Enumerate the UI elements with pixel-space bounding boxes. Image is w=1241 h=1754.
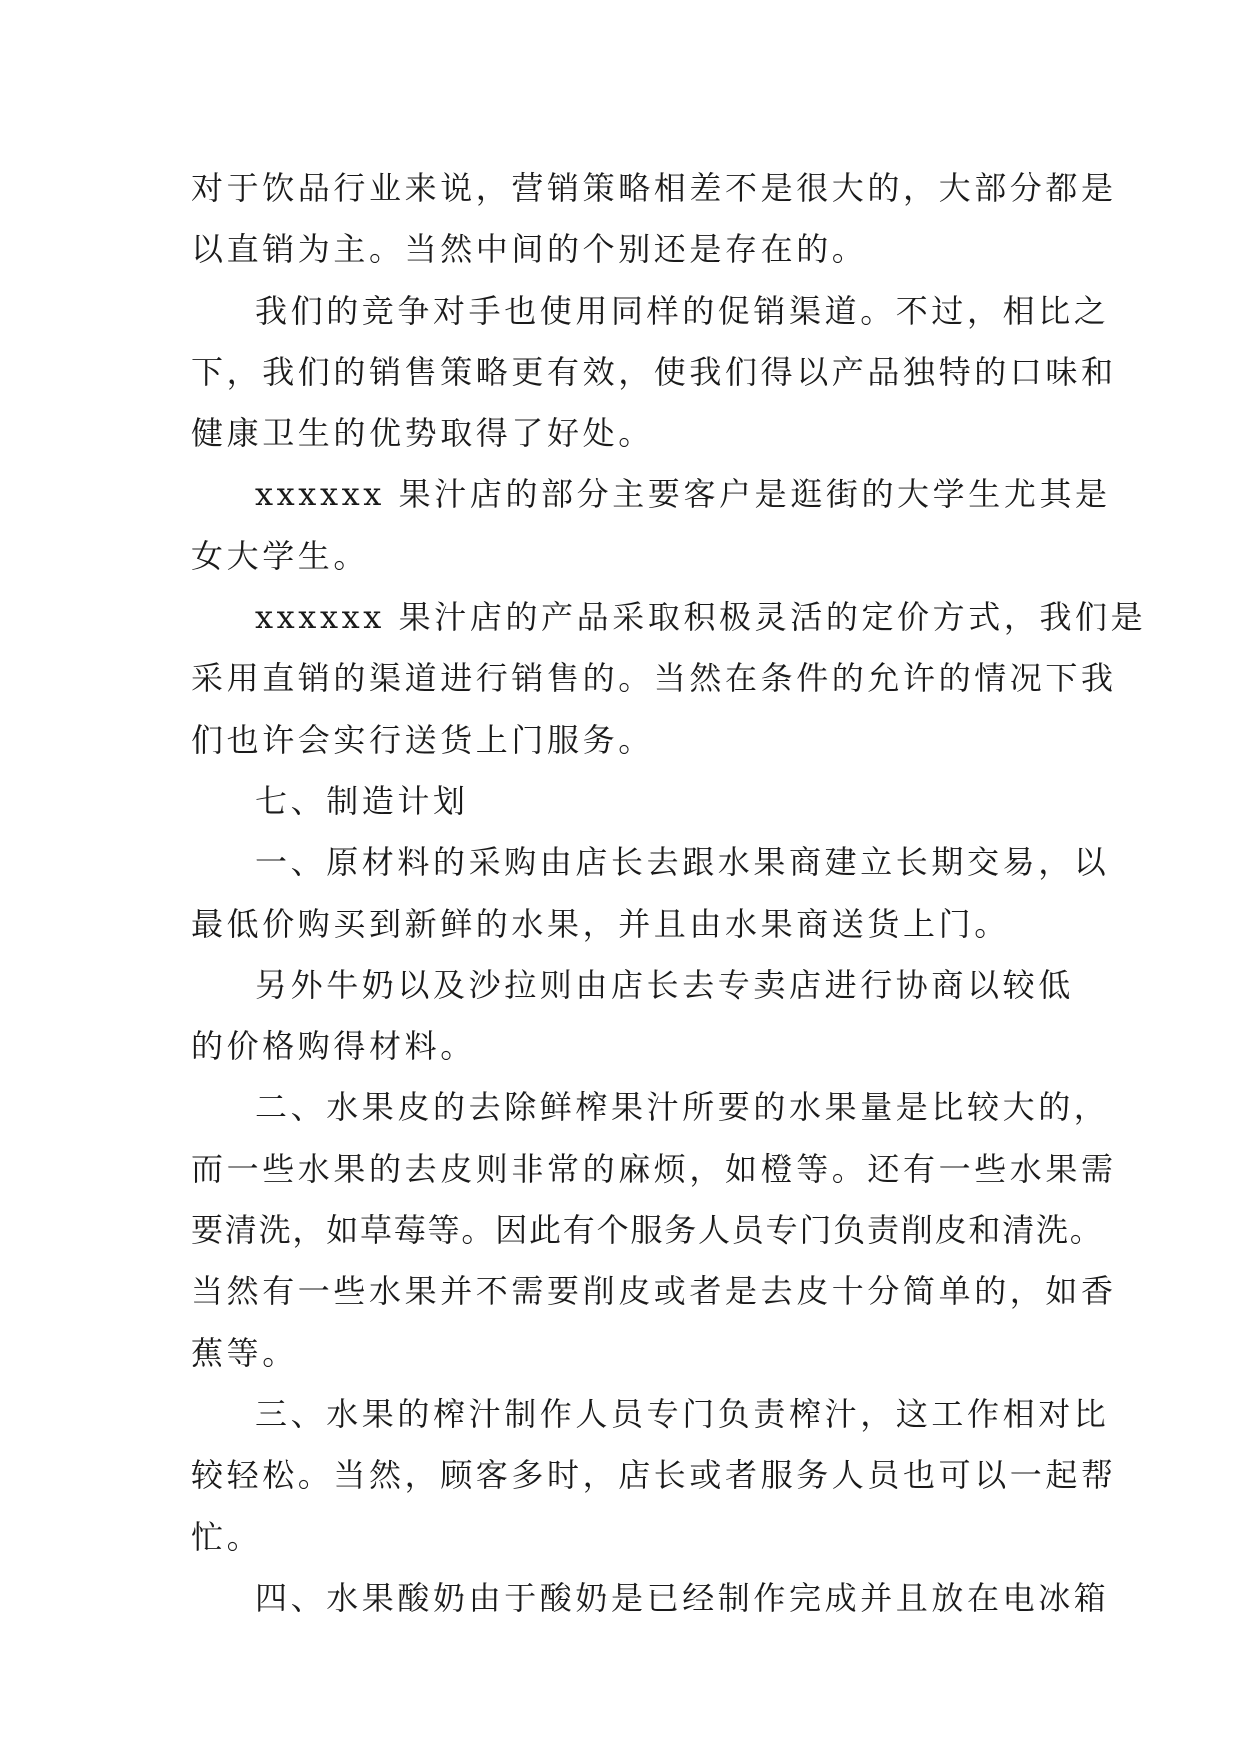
section-heading: 七、制造计划: [255, 781, 469, 820]
text-line: 最低价购买到新鲜的水果，并且由水果商送货上门。: [191, 904, 1010, 943]
text-line: 们也许会实行送货上门服务。: [191, 720, 654, 759]
text-line: 四、水果酸奶由于酸奶是已经制作完成并且放在电冰箱: [255, 1578, 1110, 1617]
text-line: 采用直销的渠道进行销售的。当然在条件的允许的情况下我: [191, 659, 1117, 698]
text-line: 的价格购得材料。: [191, 1027, 476, 1066]
text-line: 女大学生。: [191, 536, 370, 575]
text-line: xxxxxx 果汁店的产品采取积极灵活的定价方式，我们是: [255, 598, 1147, 637]
text-line: 要清洗，如草莓等。因此有个服务人员专门负责削皮和清洗。: [191, 1211, 1104, 1250]
text-line: 我们的竞争对手也使用同样的促销渠道。不过，相比之: [255, 291, 1110, 330]
text-line: 下，我们的销售策略更有效，使我们得以产品独特的口味和: [191, 352, 1117, 391]
text-line: 忙。: [191, 1517, 263, 1556]
text-line: 三、水果的榨汁制作人员专门负责榨汁，这工作相对比: [255, 1394, 1110, 1433]
text-line: 另外牛奶以及沙拉则由店长去专卖店进行协商以较低: [255, 965, 1074, 1004]
text-line: 蕉等。: [191, 1333, 298, 1372]
document-body: [191, 158, 1147, 1629]
text-line: xxxxxx 果汁店的部分主要客户是逛街的大学生尤其是: [255, 475, 1111, 514]
text-line: 当然有一些水果并不需要削皮或者是去皮十分简单的，如香: [191, 1272, 1117, 1311]
text-line: 以直销为主。当然中间的个别还是存在的。: [191, 230, 868, 269]
text-line: 一、原材料的采购由店长去跟水果商建立长期交易，以: [255, 843, 1110, 882]
text-line: 健康卫生的优势取得了好处。: [191, 414, 654, 453]
text-line: 二、水果皮的去除鲜榨果汁所要的水果量是比较大的，: [255, 1088, 1110, 1127]
text-line: 而一些水果的去皮则非常的麻烦，如橙等。还有一些水果需: [191, 1149, 1117, 1188]
text-line: 对于饮品行业来说，营销策略相差不是很大的，大部分都是: [191, 169, 1117, 207]
text-line: 较轻松。当然，顾客多时，店长或者服务人员也可以一起帮: [191, 1456, 1117, 1495]
